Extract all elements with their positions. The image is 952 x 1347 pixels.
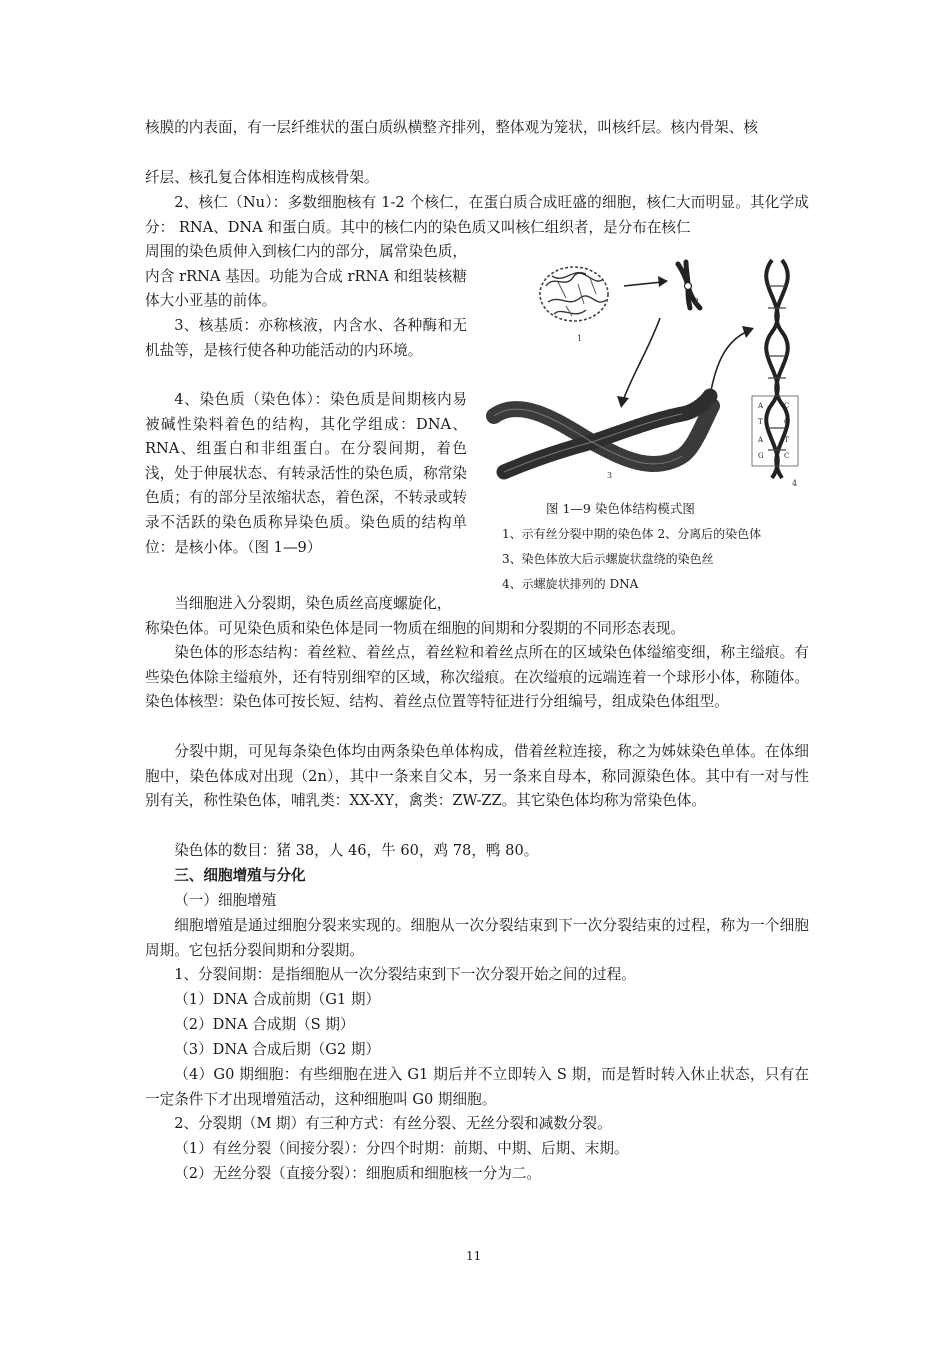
helix-letter-g1: G bbox=[784, 418, 790, 426]
figure-caption-line-2: 3、染色体放大后示螺旋状盘绕的染色丝 bbox=[502, 552, 714, 566]
arrow-head-1-to-2 bbox=[658, 276, 668, 287]
paragraph-chromosome-definition: 称染色体。可见染色质和染色体是同一物质在细胞的间期和分裂期的不同形态表现。 bbox=[145, 620, 685, 637]
page-number: 11 bbox=[466, 1249, 482, 1263]
paragraph-nuclear-matrix: 3、核基质：亦称核液，内含水、各种酶和无机盐等，是核行使各种功能活动的内环境。 bbox=[145, 317, 467, 359]
helix-letter-a2: A bbox=[758, 436, 764, 444]
chromosome-structure-figure bbox=[482, 246, 812, 496]
paragraph-chromosome-morphology: 染色体的形态结构：着丝粒、着丝点，着丝粒和着丝点所在的区域染色体缢缩变细，称主缢痕。有些染色体除主缢痕外，还有特别细窄的区域，称次缢痕。在次缢痕的远端连着一个球形小体，称随体。染色体核型：染色体可按长短、结构、着丝点位置等特征进行分组编号，组成染色体组型。 bbox=[145, 644, 809, 711]
arrow-1-to-2 bbox=[624, 282, 662, 286]
list-item-g0: （4）G0 期细胞：有些细胞在进入 G1 期后并不立即转入 S 期，而是暂时转入休止状态，只有在一定条件下才出现增殖活动，这种细胞叫 G0 期细胞。 bbox=[145, 1066, 809, 1108]
paragraph-metaphase: 分裂中期，可见每条染色体均由两条染色单体构成，借着丝粒连接，称之为姊妹染色单体。在体细胞中，染色体成对出现（2n），其中一条来自父本，另一条来自母本，称同源染色体。其中有一对与性别有关，称性染色体，哺乳类：XX-XY，禽类：ZW-ZZ。其它染色体均称为常染色体。 bbox=[145, 743, 809, 810]
figure-label-2: 2 bbox=[694, 297, 700, 306]
list-item-g2: （3）DNA 合成后期（G2 期） bbox=[174, 1041, 381, 1058]
arrow-1-to-3 bbox=[624, 318, 660, 398]
helix-letter-c1: C bbox=[784, 402, 790, 410]
helix-letter-g2: G bbox=[758, 452, 764, 460]
section-heading: 三、细胞增殖与分化 bbox=[174, 867, 306, 884]
chromatin-ball-illustration bbox=[540, 267, 608, 321]
subsection-heading: （一）细胞增殖 bbox=[174, 892, 277, 909]
list-item-s: （2）DNA 合成期（S 期） bbox=[174, 1016, 355, 1033]
paragraph-nuclear-lamina: 核膜的内表面，有一层纤维状的蛋白质纵横整齐排列，整体观为笼状，叫核纤层。核内骨架、核 bbox=[145, 119, 758, 136]
helix-letter-a1: A bbox=[758, 402, 764, 410]
paragraph-nucleolus: 2、核仁（Nu）：多数细胞核有 1-2 个核仁，在蛋白质合成旺盛的细胞，核仁大而明显。其化学成分： RNA、DNA 和蛋白质。其中的核仁内的染色质又叫核仁组织者，是分布在核仁 bbox=[145, 194, 809, 236]
dna-helix-illustration bbox=[752, 260, 798, 478]
figure-label-3: 3 bbox=[607, 471, 613, 480]
paragraph-m-phase: 2、分裂期（M 期）有三种方式：有丝分裂、无丝分裂和减数分裂。 bbox=[174, 1115, 612, 1132]
paragraph-chromatin: 4、染色质（染色体）：染色质是间期核内易被碱性染料着色的结构，其化学组成：DNA、RNA、组蛋白和非组蛋白。在分裂间期，着色浅，处于伸展状态、有转录活性的染色质，称常染色质；有的部分呈浓缩状态，着色深，不转录或转录不活跃的染色质称异染色质。染色质的结构单位：是核小体。（图 1—9） bbox=[145, 391, 467, 556]
paragraph-nuclear-skeleton: 纤层、核孔复合体相连构成核骨架。 bbox=[145, 169, 379, 186]
helix-letter-t2: T bbox=[784, 436, 789, 444]
paragraph-nucleolus-cont: 周围的染色质伸入到核仁内的部分，属常染色质，内含 rRNA 基因。功能为合成 rRNA 和组装核糖体大小亚基的前体。 bbox=[145, 243, 467, 310]
arrow-3-to-4 bbox=[710, 332, 746, 396]
list-item-mitosis: （1）有丝分裂（间接分裂）：分四个时期：前期、中期、后期、末期。 bbox=[174, 1140, 629, 1157]
helix-letter-t1: T bbox=[758, 418, 763, 426]
figure-caption-line-3: 4、示螺旋状排列的 DNA bbox=[502, 577, 639, 591]
list-item-amitosis: （2）无丝分裂（直接分裂）：细胞质和细胞核一分为二。 bbox=[174, 1165, 542, 1182]
figure-caption-line-1: 1、示有丝分裂中期的染色体 2、分离后的染色体 bbox=[502, 527, 762, 541]
paragraph-interphase: 1、分裂间期：是指细胞从一次分裂结束到下一次分裂开始之间的过程。 bbox=[174, 966, 636, 983]
figure-label-1: 1 bbox=[577, 334, 583, 343]
figure-label-4: 4 bbox=[792, 479, 798, 488]
list-item-g1: （1）DNA 合成前期（G1 期） bbox=[174, 991, 381, 1008]
helix-letter-c2: C bbox=[784, 452, 790, 460]
arrow-head-3-to-4 bbox=[742, 326, 754, 338]
figure-caption-title: 图 1—9 染色体结构模式图 bbox=[546, 501, 695, 516]
paragraph-chromosome-numbers: 染色体的数目：猪 38，人 46，牛 60，鸡 78，鸭 80。 bbox=[174, 842, 539, 859]
paragraph-proliferation: 细胞增殖是通过细胞分裂来实现的。细胞从一次分裂结束到下一次分裂结束的过程，称为一个细胞周期。它包括分裂间期和分裂期。 bbox=[145, 917, 809, 959]
paragraph-division-start: 当细胞进入分裂期，染色质丝高度螺旋化， bbox=[174, 595, 452, 612]
arrow-head-1-to-3 bbox=[617, 396, 629, 408]
coiled-chromosome-illustration bbox=[494, 396, 712, 472]
